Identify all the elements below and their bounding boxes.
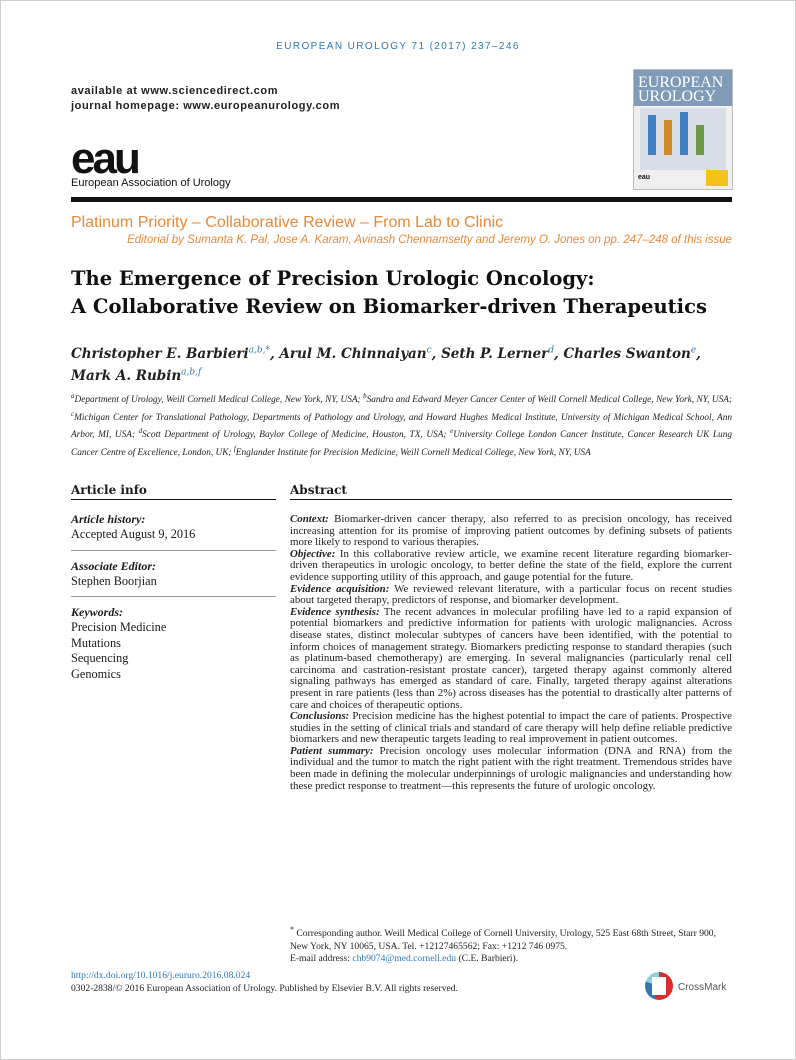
copyright-line: 0302-2838/© 2016 European Association of Urology. Published by Elsevier B.V. All rights reserved.	[71, 983, 458, 994]
crossmark-icon-inner	[652, 977, 666, 995]
author: Arul M. Chinnaiyan$^c$,	[279, 345, 442, 362]
article-title-line2: A Collaborative Review on Biomarker-driven Therapeutics	[71, 295, 707, 318]
cover-illustration-bar	[648, 115, 656, 155]
cover-illustration-bar	[664, 120, 672, 155]
doi-link[interactable]: http://dx.doi.org/10.1016/j.eururo.2016.08.024	[71, 970, 251, 981]
history-label: Article history:	[71, 512, 146, 526]
article-info-panel	[71, 512, 276, 682]
keyword: Sequencing	[71, 651, 129, 665]
abstract-body	[290, 514, 732, 792]
abstract-section: Evidence synthesis: The recent advances in molecular profiling have led to a rapid expansion of potential biomarkers and predictive information for patients with urologic malignancies. Across disease states, distinct molecular subtypes of cancers have been identified, with the potential to inform choices of management strategy. Biomarkers predicting response to standard therapies (such as platinum-based chemotherapy) are emerging. In several malignancies (particularly renal cell carcinoma and castration-resistant prostate cancer), targeted therapy against commonly altered signaling pathways has emerged as standard of care. Finally, targeted therapy against alterations present in rare patients (less than 2%) across diseases has the potential to drastically alter patterns of care and choices of therapeutic options.	[290, 605, 733, 711]
history-value: Accepted August 9, 2016	[71, 527, 196, 541]
cover-tag	[706, 170, 728, 186]
keywords-label: Keywords:	[71, 605, 123, 619]
author-list	[71, 341, 732, 386]
keyword: Precision Medicine	[71, 620, 167, 634]
author: Mark A. Rubin$^{a,b,f}$	[71, 367, 202, 384]
eau-logo-name: European Association of Urology	[71, 177, 231, 189]
divider	[71, 596, 276, 597]
keyword: Mutations	[71, 635, 121, 650]
crossmark-label: CrossMark	[678, 982, 727, 993]
affiliation: $^a$Department of Urology, Weill Cornell Medical College, New York, NY, USA;	[71, 392, 364, 406]
author: Christopher E. Barbieri$^{a,b,*}$,	[71, 345, 280, 362]
editorial-line: Editorial by Sumanta K. Pal, Jose A. Karam, Avinash Chennamsetty and Jeremy O. Jones on pp. 247–248 of this issue	[127, 234, 732, 246]
header-rule	[71, 197, 732, 202]
editor-value: Stephen Boorjian	[71, 573, 157, 588]
abstract-heading: Abstract	[290, 483, 347, 497]
author: Seth P. Lerner$^d$,	[441, 345, 564, 362]
abstract-section: Objective: In this collaborative review article, we examine recent literature regarding biomarker-driven therapeutics in urologic oncology, to better define the state of the field, explore the current evidence supporting utility of this approach, and gauge potential for the future.	[290, 547, 732, 583]
priority-line: Platinum Priority – Collaborative Review – From Lab to Clinic	[71, 214, 504, 231]
cover-title-line1: EUROPEAN	[638, 74, 724, 91]
affiliation: $^b$Sandra and Edward Meyer Cancer Center of Weill Cornell Medical College, New York, NY, USA;	[363, 392, 732, 406]
abstract-rule	[290, 499, 732, 500]
affiliation: $^c$Michigan Center for Translational Pathology, Departments of Pathology and Urology, and Howard Hughes Medical Institute, University of Michigan Medical School, Ann Arbor, MI, USA;	[71, 409, 732, 441]
affiliation: $^d$Scott Department of Urology, Baylor College of Medicine, Houston, TX, USA;	[138, 427, 451, 441]
article-title	[71, 265, 707, 321]
affiliation: $^f$Englander Institute for Precision Medicine, Weill Cornell Medical College, New York, NY, USA	[233, 444, 591, 458]
journal-reference: EUROPEAN UROLOGY 71 (2017) 237–246	[276, 41, 520, 52]
corresponding-author-footnote: * Corresponding author. Weill Medical College of Cornell University, Urology, 525 East 68th Street, Starr 900, New York, NY 10065, USA. Tel. +12127465562; Fax: +1212 746 0975. E-mail address: chb9074@med.cornell.edu (C.E. Barbieri).	[290, 925, 716, 965]
cover-title-line2: UROLOGY	[638, 88, 717, 105]
author: Charles Swanton$^e$,	[563, 345, 701, 362]
sciencedirect-line: available at www.sciencedirect.com	[71, 85, 279, 97]
abstract-section: Patient summary: Precision oncology uses molecular information (DNA and RNA) from the individual and the tumor to match the right patient with the right treatment. Tremendous strides have been made in defining the molecular underpinnings of urologic malignancies and understanding how these predict response to treatment—this represents the future of urologic oncology.	[290, 744, 732, 792]
abstract-section: Conclusions: Precision medicine has the highest potential to impact the care of patients. Prospective studies in the setting of clinical trials and standard of care therapy will help define reliable predictive biomarkers and new therapeutic targets leading to real improvement in patient outcomes.	[290, 710, 732, 746]
divider	[71, 550, 276, 551]
keyword: Genomics	[71, 666, 121, 681]
cover-footer: eau	[638, 174, 651, 181]
article-info-rule	[71, 499, 276, 500]
affiliations	[71, 390, 732, 460]
availability-block	[71, 84, 340, 114]
email-link[interactable]: chb9074@med.cornell.edu	[352, 953, 457, 965]
eau-logo	[71, 134, 231, 189]
abstract-section: Evidence acquisition: We reviewed relevant literature, with a particular focus on recent studies about targeted therapy, predictors of response, and biomarker development.	[290, 582, 732, 607]
editor-label: Associate Editor:	[71, 558, 157, 573]
cover-illustration-bar	[696, 125, 704, 155]
cover-title	[634, 70, 727, 104]
article-title-line1: The Emergence of Precision Urologic Oncology:	[71, 267, 595, 290]
article-info-heading: Article info	[71, 483, 147, 497]
cover-illustration-bar	[680, 112, 688, 155]
abstract-section: Context: Biomarker-driven cancer therapy, also referred to as precision oncology, has received increasing attention for its promise of improving patient outcomes by defining subsets of patients more likely to respond to various therapies.	[290, 513, 732, 549]
eau-logo-mark: eau	[71, 134, 138, 183]
homepage-line: journal homepage: www.europeanurology.com	[71, 100, 341, 112]
journal-cover-image	[633, 69, 733, 190]
affiliation: $^e$University College London Cancer Institute, Cancer Research UK Lung Cancer Centre of Excellence, London, UK;	[71, 427, 732, 458]
crossmark-badge[interactable]	[645, 972, 731, 1002]
